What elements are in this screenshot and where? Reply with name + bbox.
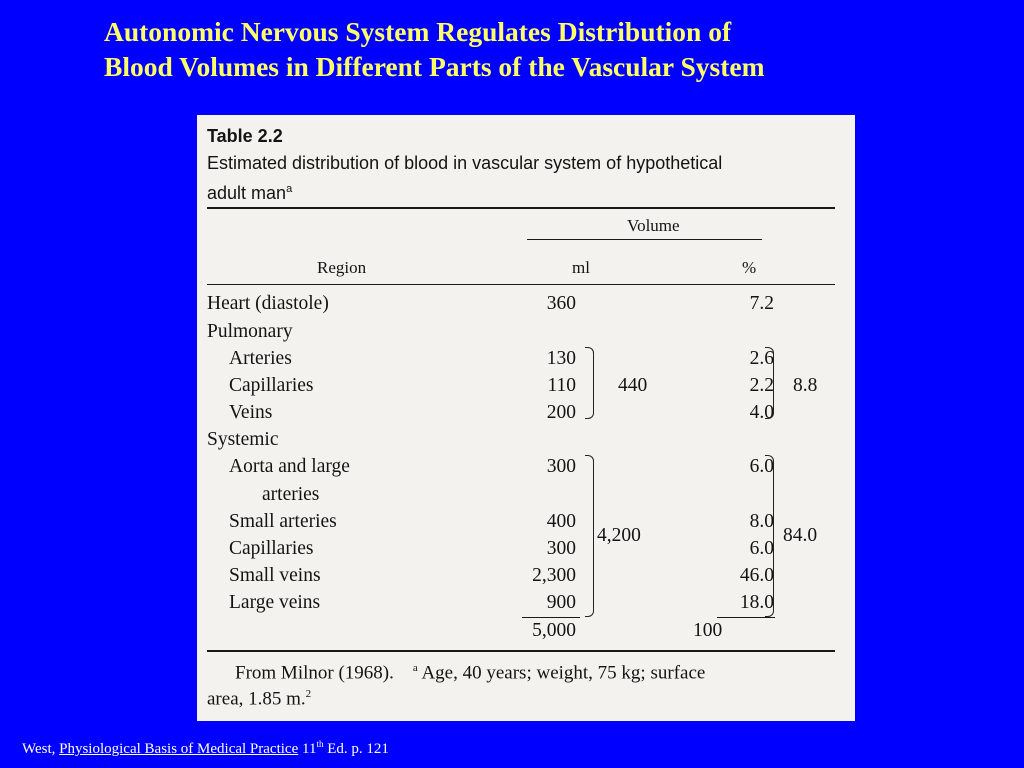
pct-aorta: 6.0: [749, 456, 774, 477]
table-caption-line-2: [207, 176, 722, 206]
ml-aorta: 300: [546, 456, 576, 477]
top-rule: [207, 207, 835, 209]
pulmonary-pct-brace: [765, 347, 774, 419]
pct-small-veins: 46.0: [739, 565, 774, 586]
pulmonary-ml-brace: [585, 347, 594, 419]
slide-title-line-1: Autonomic Nervous System Regulates Distribution of: [104, 16, 732, 47]
region-large-veins: Large veins: [229, 592, 321, 613]
pct-pulm-capillaries: 2.2: [749, 375, 774, 396]
credit-edition-sup: th: [316, 739, 324, 749]
ml-pulm-capillaries: 110: [547, 375, 576, 396]
total-percent: 100: [693, 620, 723, 641]
pct-pulm-veins: 4.0: [749, 402, 774, 423]
header-percent: %: [742, 258, 757, 277]
table-caption-footnote-mark: a: [286, 183, 293, 195]
ml-heart: 360: [546, 293, 576, 314]
header-region: Region: [317, 258, 367, 277]
region-pulmonary: Pulmonary: [207, 321, 293, 342]
credit-author: West,: [22, 741, 60, 757]
systemic-subtotal-ml: 4,200: [597, 525, 641, 546]
footnote-area: area, 1.85 m.: [207, 688, 306, 710]
pct-sys-capillaries: 6.0: [749, 538, 774, 559]
region-pulm-capillaries: Capillaries: [229, 375, 314, 396]
region-sys-capillaries: Capillaries: [229, 538, 314, 559]
table-footnote-line-1: [235, 662, 705, 684]
table-image: [197, 115, 855, 721]
total-ml: 5,000: [532, 620, 576, 641]
region-systemic: Systemic: [207, 429, 279, 450]
header-rule: [207, 284, 835, 285]
pct-large-veins: 18.0: [739, 592, 774, 613]
credit-edition: 11: [298, 741, 317, 757]
pulmonary-subtotal-ml: 440: [618, 375, 648, 396]
pct-total-rule: [717, 617, 775, 618]
table-number: Table 2.2: [207, 126, 283, 146]
region-pulm-arteries: Arteries: [229, 348, 292, 369]
slide-title-line-2: Blood Volumes in Different Parts of the Vascular System: [104, 51, 765, 82]
systemic-pct-brace: [765, 455, 774, 617]
ml-small-veins: 2,300: [532, 565, 576, 586]
footnote-text: Age, 40 years; weight, 75 kg; surface: [417, 662, 706, 684]
pct-pulm-arteries: 2.6: [749, 348, 774, 369]
pct-heart: 7.2: [749, 293, 774, 314]
region-small-arteries: Small arteries: [229, 511, 337, 532]
ml-sys-capillaries: 300: [546, 538, 576, 559]
ml-small-arteries: 400: [546, 511, 576, 532]
footnote-mark: a: [412, 662, 418, 674]
credit-book-link[interactable]: Physiological Basis of Medical Practice: [59, 741, 299, 757]
ml-pulm-arteries: 130: [546, 348, 576, 369]
table-caption-line-2-text: adult man: [207, 183, 287, 203]
region-small-veins: Small veins: [229, 565, 321, 586]
credit-rest: Ed. p. 121: [323, 741, 389, 757]
pct-small-arteries: 8.0: [749, 511, 774, 532]
systemic-ml-brace: [585, 455, 594, 617]
table-caption: [207, 150, 722, 206]
table-footnote-line-2: [207, 688, 311, 710]
footnote-area-sup: 2: [305, 688, 312, 700]
systemic-subtotal-percent: 84.0: [783, 525, 818, 546]
region-aorta: Aorta and large: [229, 456, 350, 477]
header-volume-rule: [527, 239, 762, 240]
header-volume: Volume: [627, 216, 680, 235]
region-heart: Heart (diastole): [207, 293, 329, 314]
slide-title: [104, 14, 1004, 84]
table-caption-line-1: Estimated distribution of blood in vascular system of hypothetical: [207, 153, 723, 173]
pulmonary-subtotal-percent: 8.8: [793, 375, 818, 396]
region-pulm-veins: Veins: [229, 402, 273, 423]
ml-large-veins: 900: [546, 592, 576, 613]
region-aorta-cont: arteries: [262, 484, 320, 505]
bottom-rule: [207, 650, 835, 652]
ml-pulm-veins: 200: [546, 402, 576, 423]
footnote-source: From Milnor (1968).: [235, 662, 394, 684]
source-credit: [22, 739, 389, 758]
header-ml: ml: [572, 258, 590, 277]
